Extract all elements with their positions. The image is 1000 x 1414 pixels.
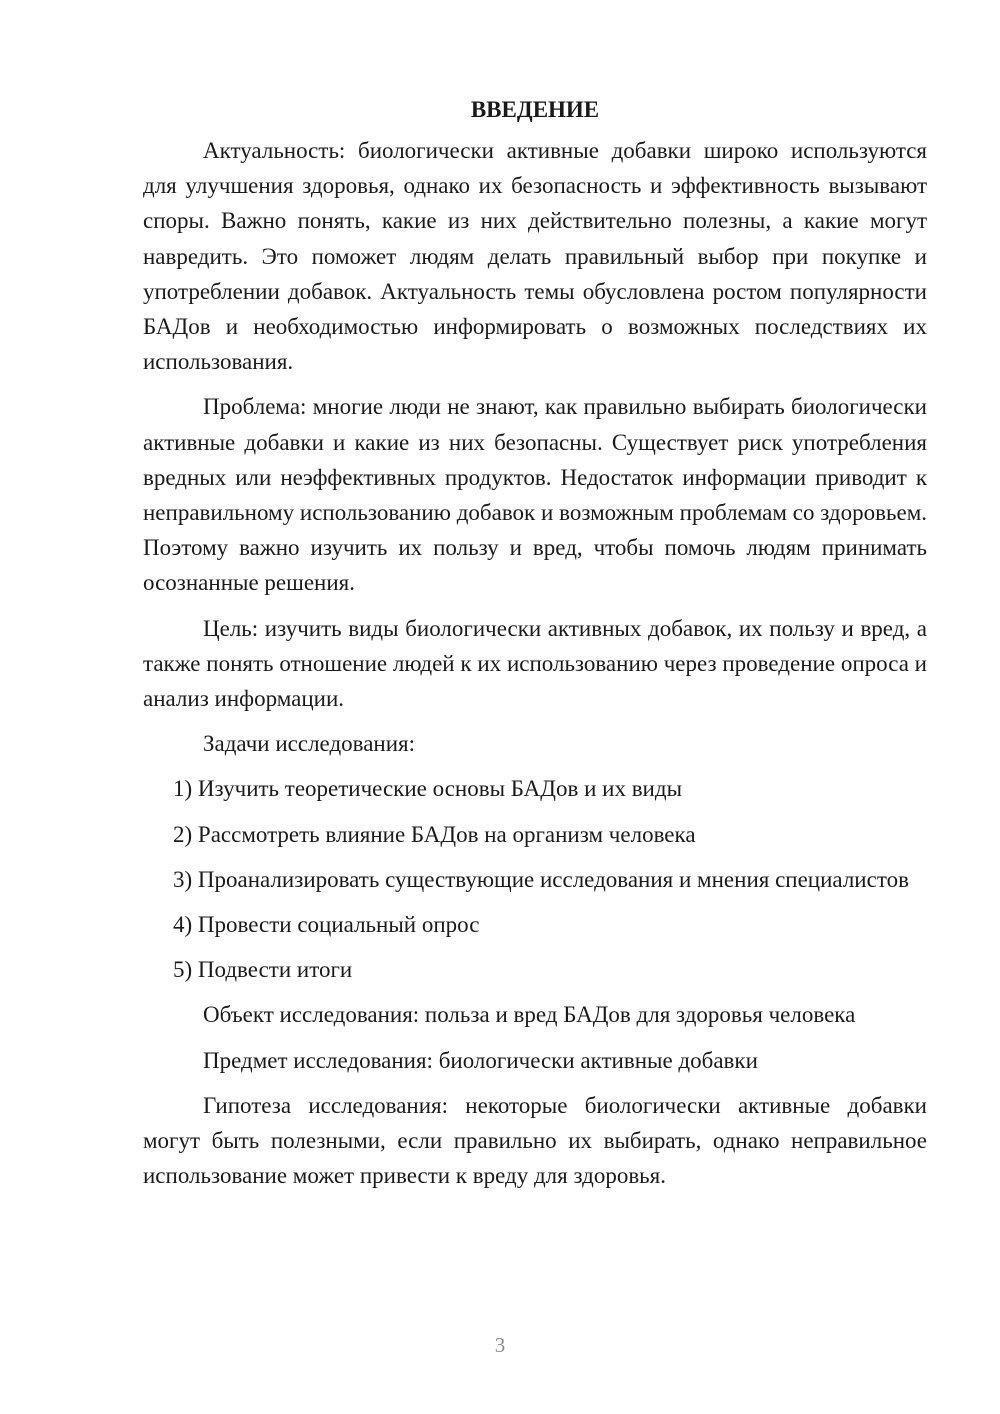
goal-paragraph: Цель: изучить виды биологически активных добавок, их пользу и вред, а также понять отношение людей к их использованию через проведение опроса и анализ информации.: [143, 615, 927, 712]
page-title: ВВЕДЕНИЕ: [470, 97, 600, 122]
research-object: Объект исследования: польза и вред БАДов для здоровья человека: [203, 1002, 856, 1028]
tasks-list: [143, 771, 927, 987]
task-item-2: 2) Рассмотреть влияние БАДов на организм человека: [173, 821, 696, 847]
page-number: 3: [494, 1333, 506, 1357]
task-item-4: 4) Провести социальный опрос: [173, 912, 480, 938]
relevance-paragraph: Актуальность: биологически активные добавки широко используются для улучшения здоровья, однако их безопасность и эффективность вызывают споры. Важно понять, какие из них действительно полезны, а какие могут навредить. Это поможет людям делать правильный выбор при покупке и употреблении добавок. Актуальность темы обусловлена ростом популярности БАДов и необходимостью информировать о возможных последствиях их использования.: [143, 138, 927, 375]
research-subject: Предмет исследования: биологически активные добавки: [203, 1047, 758, 1073]
page-content: [143, 92, 927, 1203]
hypothesis-paragraph: Гипотеза исследования: некоторые биологически активные добавки могут быть полезными, если правильно их выбирать, однако неправильное использование может привести к вреду для здоровья.: [143, 1092, 927, 1189]
task-item-1: 1) Изучить теоретические основы БАДов и их виды: [173, 776, 683, 802]
task-item-3: 3) Проанализировать существующие исследования и мнения специалистов: [173, 866, 909, 892]
tasks-heading: Задачи исследования:: [203, 731, 416, 757]
task-item-5: 5) Подвести итоги: [173, 957, 353, 983]
problem-paragraph: Проблема: многие люди не знают, как правильно выбирать биологически активные добавки и какие из них безопасны. Существует риск употребления вредных или неэффективных продуктов. Недостаток информации приводит к неправильному использованию добавок и возможным проблемам со здоровьем. Поэтому важно изучить их пользу и вред, чтобы помочь людям принимать осознанные решения.: [143, 394, 927, 596]
